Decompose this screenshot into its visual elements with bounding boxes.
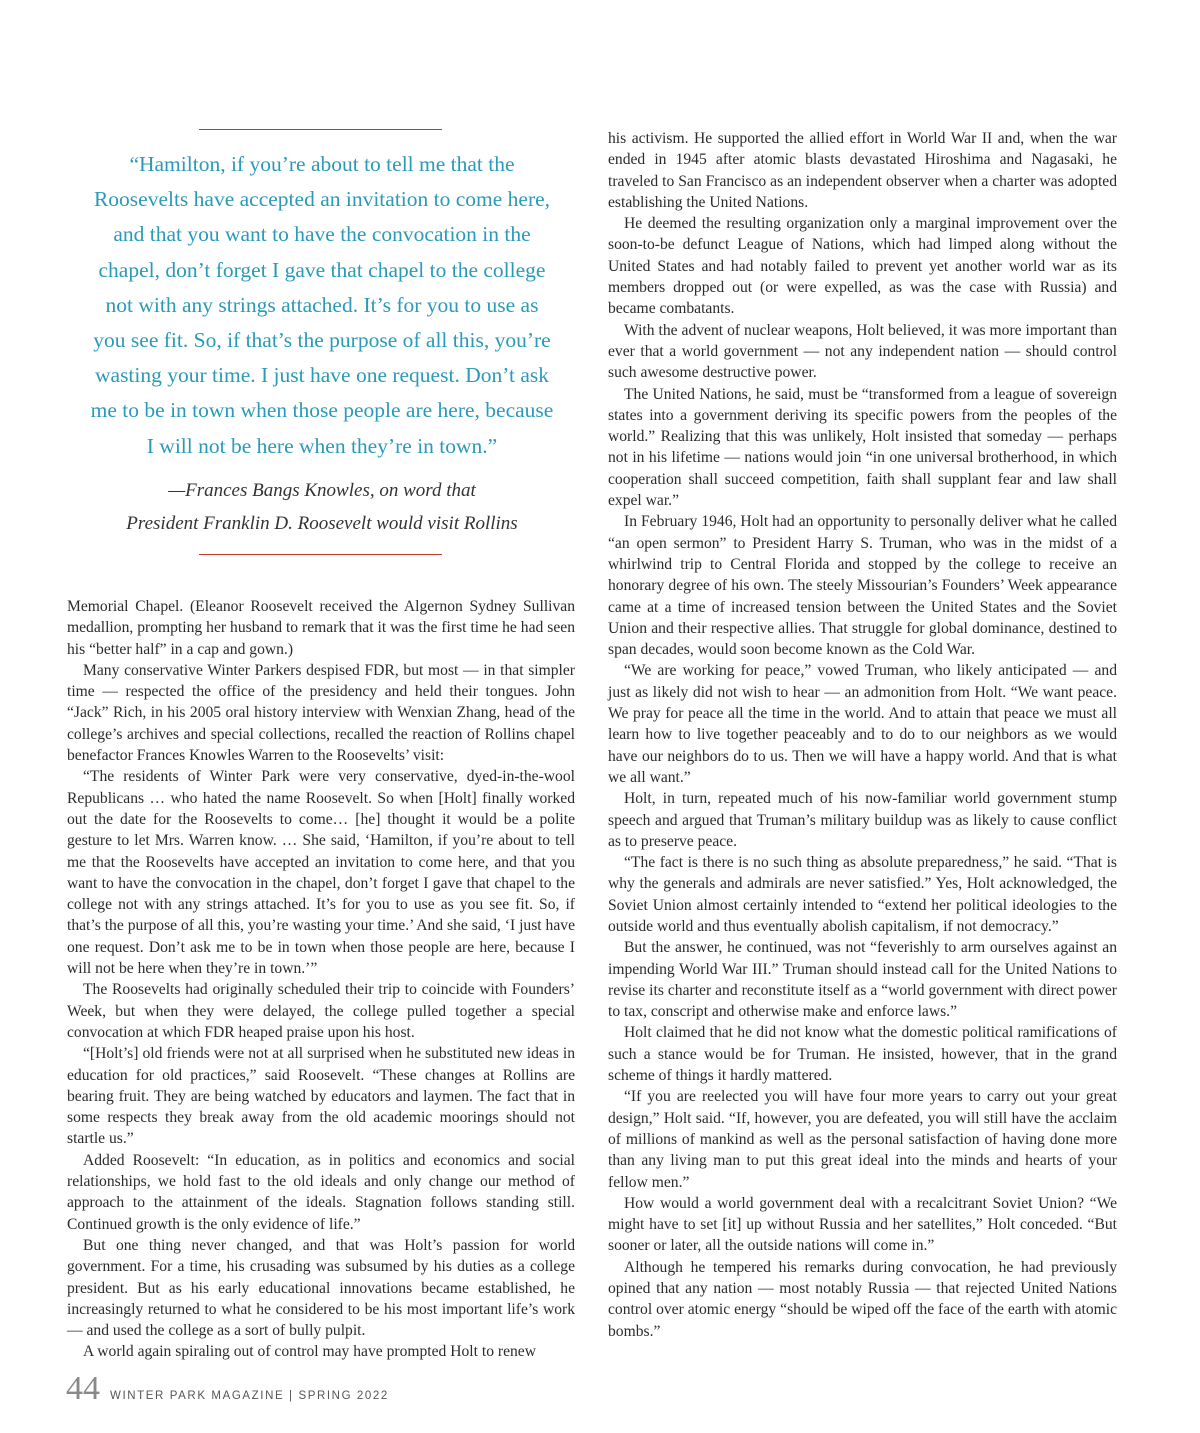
pull-quote-line: chapel, don’t forget I gave that chapel to the college <box>98 257 546 282</box>
attribution-line: President Franklin D. Roosevelt would visit Rollins <box>126 513 518 534</box>
page-number: 44 <box>66 1370 100 1407</box>
pull-quote-top-rule <box>199 129 442 130</box>
pull-quote-attribution <box>62 474 582 540</box>
pull-quote-line: not with any strings attached. It’s for you to use as <box>105 292 539 317</box>
pull-quote-line: I will not be here when they’re in town.” <box>146 433 498 458</box>
paragraph: With the advent of nuclear weapons, Holt believed, it was more important than ever that a world government — not any independent nation — should control such awesome destructive power. <box>608 321 1117 382</box>
paragraph: “We are working for peace,” vowed Truman, who likely anticipated — and just as likely did not wish to hear — an admonition from Holt. “We want peace. We pray for peace all the time in the world. And to attain that peace we must all learn how to live together peaceably and to do to our neighbors as we would have our neighbors do to us. Then we will have a happy world. And that is what we all want.” <box>608 662 1117 786</box>
pull-quote <box>62 147 582 464</box>
publication-info: WINTER PARK MAGAZINE | SPRING 2022 <box>110 1390 389 1402</box>
paragraph: “The fact is there is no such thing as absolute preparedness,” he said. “That is why the generals and admirals are never satisfied.” Yes, Holt acknowledged, the Soviet Union almost certainly intended to “extend her political ideologies to the outside world and thus eventually abolish capitalism, if not democracy.” <box>608 854 1117 935</box>
paragraph: Although he tempered his remarks during convocation, he had previously opined that any nation — most notably Russia — that rejected United Nations control over atomic energy “should be wiped off the face of the earth with atomic bombs.” <box>608 1258 1117 1340</box>
paragraph: He deemed the resulting organization only a marginal improvement over the soon-to-be defunct League of Nations, which had limped along without the United States and had notably failed to prevent yet another world war as its members dropped out (or were expelled, as was the case with Russia) and became combatants. <box>608 215 1117 318</box>
pull-quote-line: you see fit. So, if that’s the purpose of all this, you’re <box>93 328 551 353</box>
paragraph: But the answer, he continued, was not “feverishly to arm ourselves against an impending World War III.” Truman should instead call for the United Nations to revise its charter and reconstitute itself as a “world government with direct power to tax, conscript and otherwise make and enforce laws.” <box>608 939 1117 1021</box>
pull-quote-bottom-rule <box>199 554 442 555</box>
paragraph: “The residents of Winter Park were very conservative, dyed-in-the-wool Republicans … who hated the name Roosevelt. So when [Holt] finally worked out the date for the Roosevelts to come… [he] thought it would be a polite gesture to let Mrs. Warren know. … She said, ‘Hamilton, if you’re about to tell me that the Roosevelts have accepted an invitation to come here, and that you want to have the convocation in the chapel, don’t forget I gave that chapel to the college not with any strings attached. It’s for you to use as you see fit. So, if that’s the purpose of all this, you’re wasting your time.’ And she said, ‘I just have one request. Don’t ask me to be in town when those people are here, because I will not be here when they’re in town.’” <box>67 768 575 978</box>
attribution-line: —Frances Bangs Knowles, on word that <box>168 480 476 501</box>
right-column <box>608 128 1117 1342</box>
left-column <box>67 596 575 1363</box>
pull-quote-line: wasting your time. I just have one request. Don’t ask <box>95 363 549 388</box>
pull-quote-line: me to be in town when those people are here, because <box>90 398 554 423</box>
pull-quote-line: Roosevelts have accepted an invitation to come here, <box>93 187 551 212</box>
paragraph: But one thing never changed, and that was Holt’s passion for world government. For a time, his crusading was subsumed by his duties as a college president. But as his early educational innovations became established, he increasingly returned to what he considered to be his most important life’s work — and used the college as a sort of bully pulpit. <box>67 1236 575 1340</box>
paragraph: Memorial Chapel. (Eleanor Roosevelt received the Algernon Sydney Sullivan medallion, prompting her husband to remark that it was the first time he had seen his “better half” in a cap and gown.) <box>67 598 575 658</box>
paragraph: his activism. He supported the allied effort in World War II and, when the war ended in 1945 after atomic blasts devastated Hiroshima and Nagasaki, he traveled to San Francisco as an independent observer when a charter was adopted establishing the United Nations. <box>608 130 1117 211</box>
paragraph: Holt, in turn, repeated much of his now-familiar world government stump speech and argued that Truman’s military buildup was as likely to cause conflict as to preserve peace. <box>608 790 1117 850</box>
pull-quote-line: “Hamilton, if you’re about to tell me that the <box>129 152 515 176</box>
paragraph: Holt claimed that he did not know what the domestic political ramifications of such a stance would be for Truman. He insisted, however, that in the grand scheme of things it hardly mattered. <box>608 1024 1117 1085</box>
paragraph: In February 1946, Holt had an opportunity to personally deliver what he called “an open sermon” to President Harry S. Truman, who was in the midst of a whirlwind trip to Central Florida and stopped by the college to receive an honorary degree of his own. The steely Missourian’s Founders’ Week appearance came at a time of increased tension between the United States and the Soviet Union and their respective allies. That struggle for global dominance, destined to span decades, would soon become known as the Cold War. <box>608 513 1117 659</box>
paragraph: Added Roosevelt: “In education, as in politics and economics and social relationships, we hold fast to the old ideals and only change our method of approach to the attainment of the ideals. Stagnation follows standing still. Continued growth is the only evidence of life.” <box>67 1151 575 1233</box>
paragraph: “If you are reelected you will have four more years to carry out your great design,” Holt said. “If, however, you are defeated, you will still have the acclaim of millions of mankind as well as the personal satisfaction of having done more than any living man to put this great ideal into the minds and hearts of your fellow men.” <box>608 1088 1117 1191</box>
paragraph: Many conservative Winter Parkers despised FDR, but most — in that simpler time — respected the office of the presidency and held their tongues. John “Jack” Rich, in his 2005 oral history interview with Wenxian Zhang, head of the college’s archives and special collections, recalled the reaction of Rollins chapel benefactor Frances Knowles Warren to the Roosevelts’ visit: <box>67 661 575 765</box>
paragraph: How would a world government deal with a recalcitrant Soviet Union? “We might have to set [it] up without Russia and her satellites,” Holt conceded. “But sooner or later, all the outside nations will come in.” <box>608 1194 1117 1255</box>
paragraph: The United Nations, he said, must be “transformed from a league of sovereign states into a government deriving its specific powers from the peoples of the world.” Realizing that this was unlikely, Holt insisted that someday — perhaps not in his lifetime — nations would join “in one universal brotherhood, in which cooperation shall succeed competition, faith shall supplant fear and law shall expel war.” <box>608 385 1117 510</box>
paragraph: The Roosevelts had originally scheduled their trip to coincide with Founders’ Week, but when they were delayed, the college pulled together a special convocation at which FDR heaped praise upon his host. <box>67 981 575 1041</box>
page-footer <box>66 1372 389 1406</box>
paragraph: “[Holt’s] old friends were not at all surprised when he substituted new ideas in education for old practices,” said Roosevelt. “These changes at Rollins are bearing fruit. They are being watched by educators and laymen. The fact that in some respects they break away from the old academic moorings should not startle us.” <box>67 1045 575 1148</box>
paragraph: A world again spiraling out of control may have prompted Holt to renew <box>83 1343 536 1361</box>
pull-quote-line: and that you want to have the convocation in the <box>113 222 531 247</box>
